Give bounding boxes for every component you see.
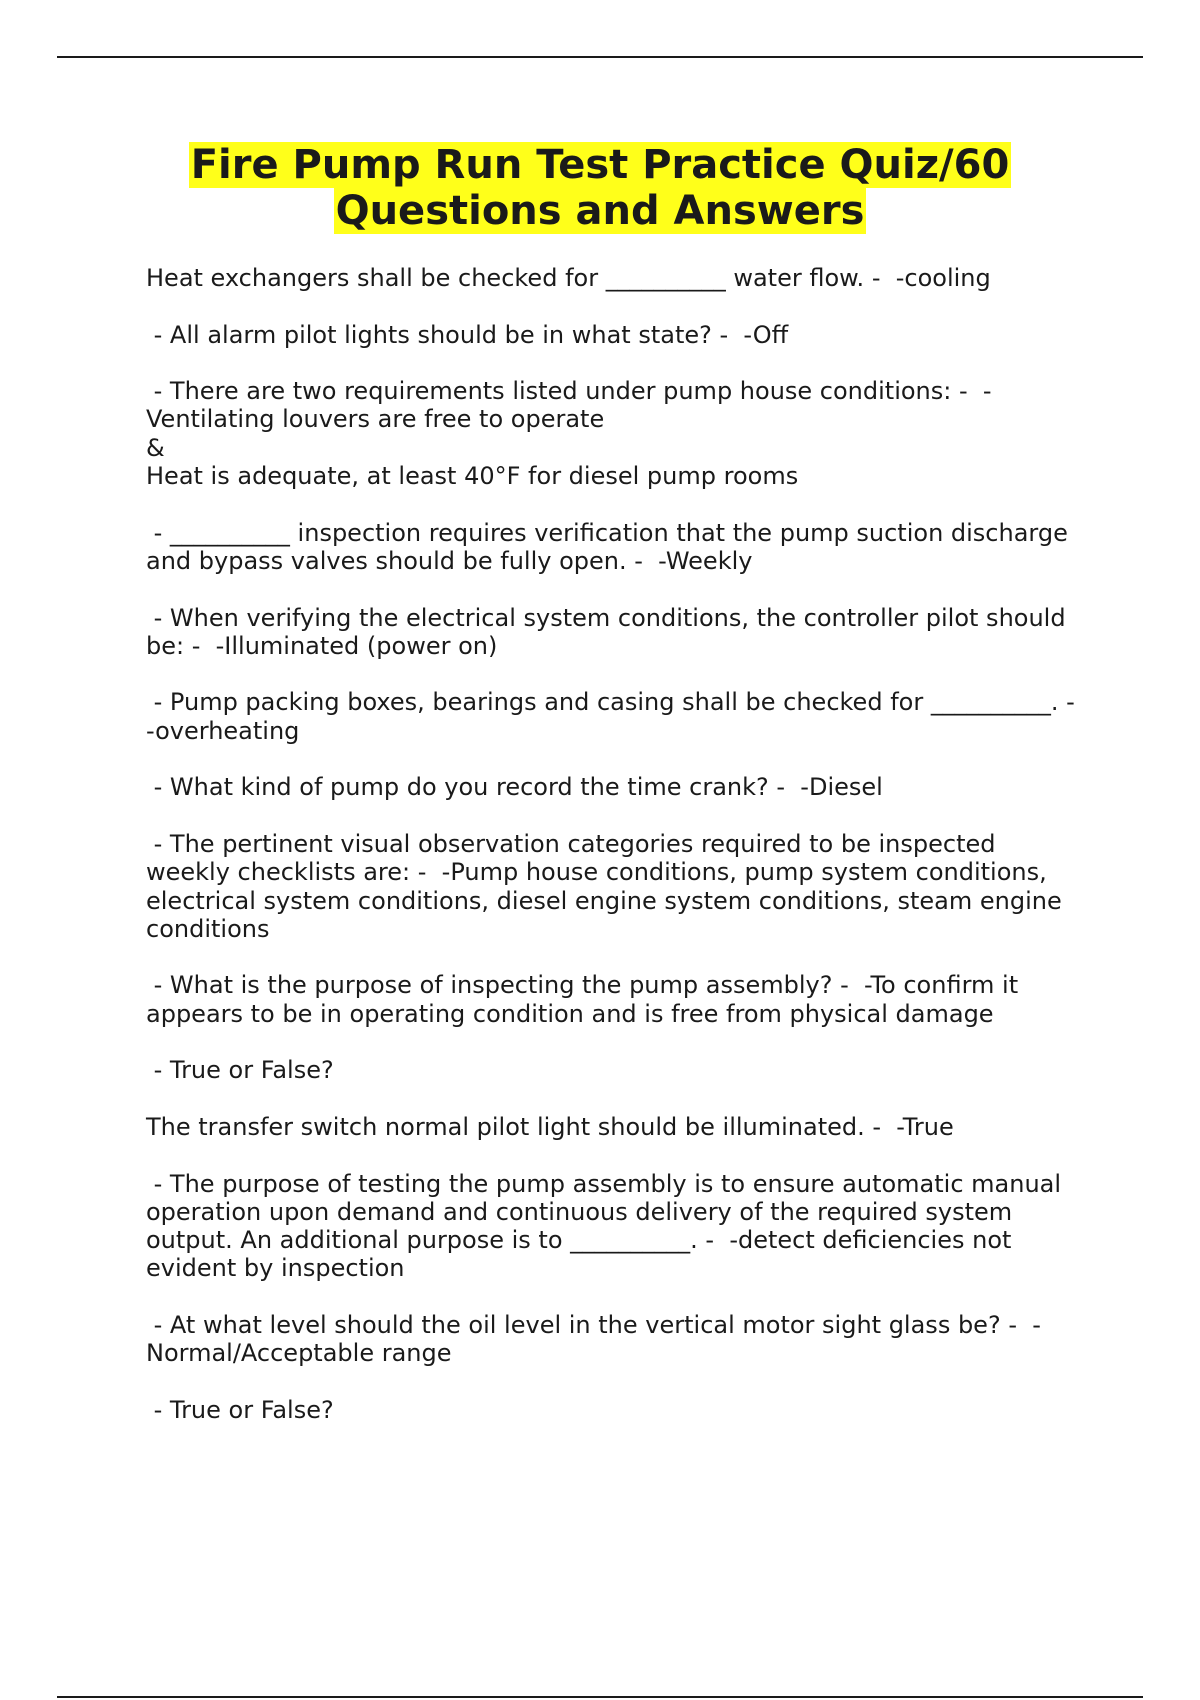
qa-item: - The purpose of testing the pump assembly is to ensure automatic manual operation upon demand and continuous delivery of the required system output. An additional purpose is to __________. - -detect deficiencies not evident by inspection: [146, 1169, 1062, 1283]
qa-item: - True or False?: [146, 1056, 334, 1085]
title-line-2: Questions and Answers: [335, 188, 865, 234]
qa-item: - All alarm pilot lights should be in what state? - -Off: [146, 320, 789, 349]
qa-item: - At what level should the oil level in the vertical motor sight glass be? - - Normal/Acceptable range: [146, 1310, 1041, 1368]
title-line-1: Fire Pump Run Test Practice Quiz/60: [190, 142, 1010, 188]
top-divider: [57, 56, 1143, 58]
qa-item: - There are two requirements listed under pump house conditions: - - Ventilating louvers are free to operate & Heat is adequate, at least 40°F for diesel pump rooms: [146, 377, 992, 491]
qa-item: - Pump packing boxes, bearings and casing shall be checked for __________. - -overheating: [146, 688, 1075, 745]
bottom-divider: [57, 1696, 1143, 1698]
page-title: [100, 142, 1100, 234]
qa-item: - What is the purpose of inspecting the pump assembly? - -To confirm it appears to be in operating condition and is free from physical damage: [146, 971, 1019, 1028]
qa-item: The transfer switch normal pilot light should be illuminated. - -True: [146, 1112, 954, 1141]
qa-list: [146, 264, 1096, 1452]
qa-item: - What kind of pump do you record the time crank? - -Diesel: [146, 773, 883, 802]
qa-item: - True or False?: [146, 1395, 334, 1424]
qa-item: Heat exchangers shall be checked for __________ water flow. - -cooling: [146, 264, 991, 292]
qa-item: - The pertinent visual observation categories required to be inspected weekly checklists are: - -Pump house conditions, pump system conditions, electrical system conditions, diesel engine system conditions, steam engine conditions: [146, 829, 1062, 943]
qa-item: - When verifying the electrical system conditions, the controller pilot should be: - -Illuminated (power on): [146, 603, 1066, 660]
qa-item: - __________ inspection requires verification that the pump suction discharge and bypass valves should be fully open. - -Weekly: [146, 518, 1068, 575]
